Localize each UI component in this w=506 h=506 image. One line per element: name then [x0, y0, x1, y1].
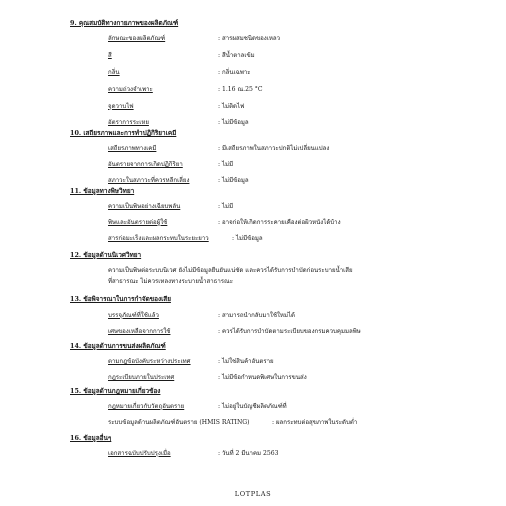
- row-label: สี: [108, 52, 112, 59]
- row-value: : ไม่มีข้อกำหนดพิเศษในการขนส่ง: [218, 374, 307, 381]
- row-value: : กลิ่นเฉพาะ: [218, 69, 251, 76]
- row-label: เอกสารฉบับปรับปรุงเมื่อ: [108, 450, 171, 457]
- row-value: : ไม่มีข้อมูล: [218, 177, 249, 184]
- row-label: เสถียรภาพทางเคมี: [108, 145, 157, 152]
- row-value: : ไม่มีข้อมูล: [232, 235, 263, 242]
- row-label: ความถ่วงจำเพาะ: [108, 86, 153, 93]
- row-label: ระบบข้อมูลด้านผลิตภัณฑ์อันตราย (HMIS RATING): [108, 419, 250, 426]
- row-value: : สีน้ำตาลเข้ม: [218, 52, 255, 59]
- paragraph-line: ที่สาธารณะ ไม่ควรเทลงทางระบายน้ำสาธารณะ: [108, 278, 233, 285]
- section-12-title: 12. ข้อมูลด้านนิเวศวิทยา: [70, 251, 142, 259]
- section-13-title: 13. ข้อพิจารณาในการกำจัดของเสีย: [70, 295, 171, 303]
- row-value: : ไม่มี: [218, 203, 234, 210]
- row-value: : ควรได้รับการบำบัดตามระเบียบของกรมควบคุมมลพิษ: [218, 328, 361, 335]
- paragraph-line: ความเป็นพิษต่อระบบนิเวศ ยังไม่มีข้อมูลยืนยันแน่ชัด และควรได้รับการบำบัดก่อนระบายน้ำเสีย: [108, 267, 353, 274]
- row-label: สารก่อมะเร็งและผลกระทบในระยะยาว: [108, 235, 209, 242]
- section-11-title: 11. ข้อมูลทางพิษวิทยา: [70, 187, 135, 195]
- row-value: : ไม่มี: [218, 161, 234, 168]
- row-label: กฎระเบียบภายในประเทศ: [108, 374, 175, 381]
- row-label: กลิ่น: [108, 69, 120, 76]
- row-value: : อาจก่อให้เกิดการระคายเคืองต่อผิวหนังได้บ้าง: [218, 219, 341, 226]
- row-label: พิษและอันตรายต่อผู้ใช้: [108, 219, 168, 226]
- row-value: : ไม่อยู่ในบัญชีผลิตภัณฑ์ที่: [218, 403, 287, 410]
- section-16-title: 16. ข้อมูลอื่นๆ: [70, 434, 112, 442]
- section-15-title: 15. ข้อมูลด้านกฎหมายเกี่ยวข้อง: [70, 387, 161, 395]
- row-label: ตามกฎข้อบังคับระหว่างประเทศ: [108, 358, 191, 365]
- footer-brand: LOTPLAS: [234, 490, 272, 498]
- row-label: เศษของเหลือจากการใช้: [108, 328, 171, 335]
- row-label: ความเป็นพิษอย่างเฉียบพลัน: [108, 203, 181, 210]
- row-value: : สามารถนำกลับมาใช้ใหม่ได้: [218, 312, 295, 319]
- section-14-title: 14. ข้อมูลด้านการขนส่งผลิตภัณฑ์: [70, 342, 166, 350]
- row-label: ลักษณะของผลิตภัณฑ์: [108, 35, 166, 42]
- row-value: : 1.16 ณ.25 °C: [218, 86, 263, 93]
- section-10-title: 10. เสถียรภาพและการทำปฏิกิริยาเคมี: [70, 129, 177, 137]
- row-value: : ไม่ติดไฟ: [218, 103, 245, 110]
- row-label: จุดวาบไฟ: [108, 103, 134, 110]
- row-label: อันตรายจากการเกิดปฏิกิริยา: [108, 161, 183, 168]
- row-value: : สารผสมชนิดของเหลว: [218, 35, 281, 42]
- row-label: บรรจุภัณฑ์ที่ใช้แล้ว: [108, 312, 159, 319]
- row-value: : ไม่ใช่สินค้าอันตราย: [218, 358, 274, 365]
- row-label: อัตราการระเหย: [108, 119, 149, 126]
- row-value: : วันที่ 2 มีนาคม 2563: [218, 450, 279, 457]
- row-value: : มีเสถียรภาพในสภาวะปกติไม่เปลี่ยนแปลง: [218, 145, 330, 152]
- row-label: กฎหมายเกี่ยวกับวัตถุอันตราย: [108, 403, 185, 410]
- row-label: สภาวะในสภาวะที่ควรหลีกเลี่ยง: [108, 177, 190, 184]
- row-value: : ผลกระทบต่อสุขภาพในระดับต่ำ: [272, 419, 358, 426]
- section-9-title: 9. คุณสมบัติทางกายภาพของผลิตภัณฑ์: [70, 19, 179, 27]
- row-value: : ไม่มีข้อมูล: [218, 119, 249, 126]
